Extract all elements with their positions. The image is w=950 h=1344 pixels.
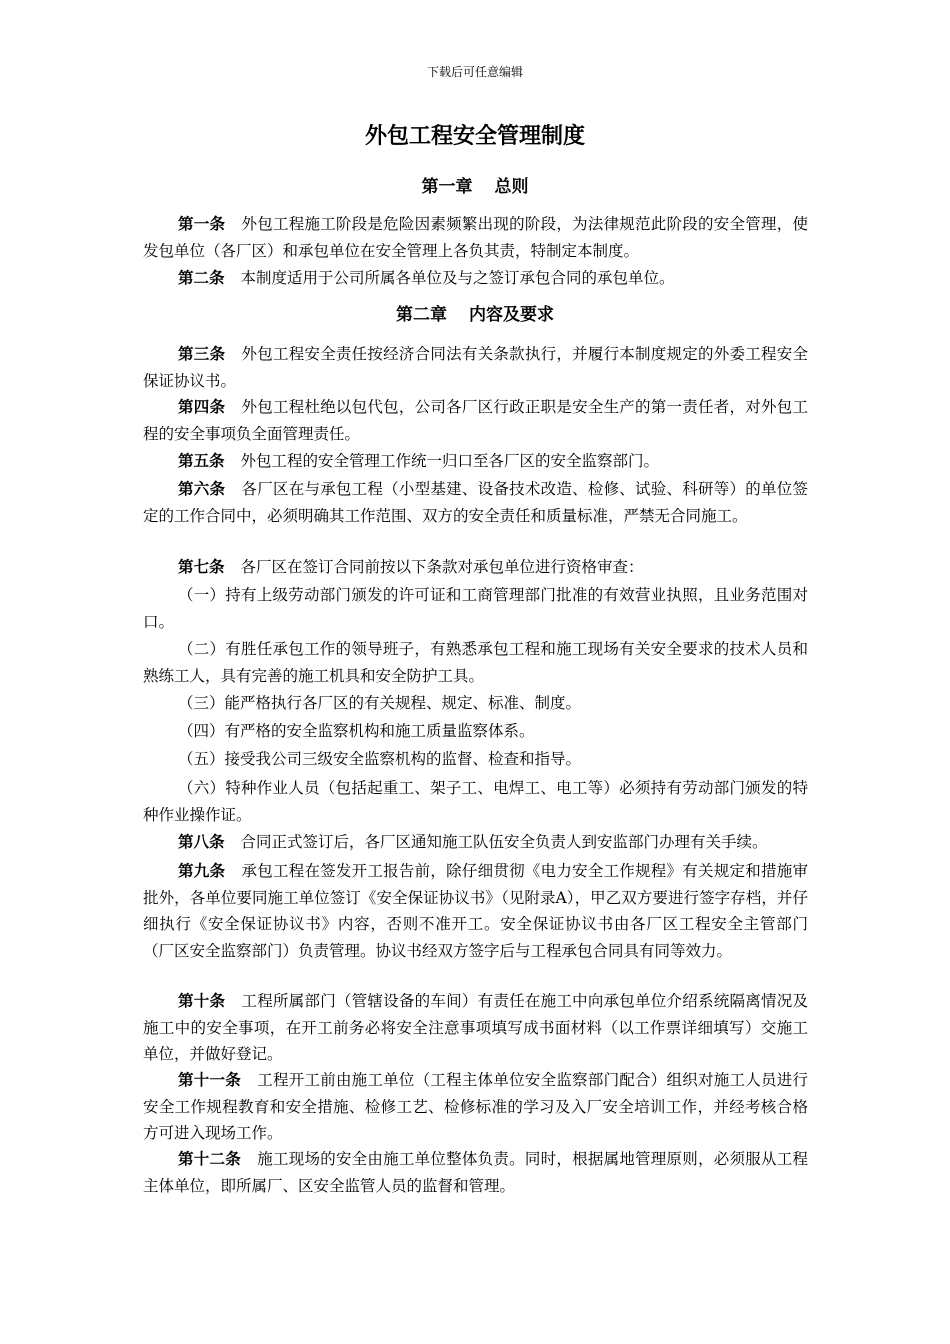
- document-title: 外包工程安全管理制度: [364, 124, 585, 149]
- article-10: [143, 988, 808, 1068]
- article-5: [143, 448, 808, 475]
- qualification-item-2: （二）有胜任承包工作的领导班子，有熟悉承包工程和施工现场有关安全要求的技术人员和熟练工人，具有完善的施工机具和安全防护工具。: [143, 640, 808, 685]
- article-12: [143, 1146, 808, 1199]
- qualification-item-5: （五）接受我公司三级安全监察机构的监督、检查和指导。: [178, 750, 582, 768]
- article-label: 第五条: [178, 452, 225, 470]
- article-label: 第三条: [178, 345, 226, 363]
- chapter-label: 第二章: [396, 305, 447, 325]
- qualification-item-6: （六）特种作业人员（包括起重工、架子工、电焊工、电工等）必须持有劳动部门颁发的特种作业操作证。: [143, 779, 808, 824]
- article-label: 第十一条: [178, 1071, 241, 1089]
- article-label: 第八条: [178, 833, 225, 851]
- qualification-item-4: （四）有严格的安全监察机构和施工质量监察体系。: [178, 722, 535, 740]
- article-label: 第一条: [178, 215, 226, 233]
- article-11: [143, 1067, 808, 1147]
- article-label: 第四条: [178, 398, 226, 416]
- article-label: 第九条: [178, 862, 226, 880]
- article-label: 第六条: [178, 480, 226, 498]
- article-2: [143, 265, 808, 292]
- article-3: [143, 341, 808, 394]
- qualification-item-3: （三）能严格执行各厂区的有关规程、规定、标准、制度。: [178, 694, 582, 712]
- article-label: 第十二条: [178, 1150, 241, 1168]
- article-label: 第七条: [178, 558, 225, 576]
- chapter-label: 第一章: [421, 177, 473, 197]
- article-9: [143, 858, 808, 964]
- article-1: [143, 211, 808, 264]
- article-text: 本制度适用于公司所属各单位及与之签订承包合同的承包单位。: [240, 269, 675, 287]
- chapter-heading-2: [0, 302, 950, 328]
- article-8: [143, 829, 808, 856]
- article-text: 外包工程的安全管理工作统一归口至各厂区的安全监察部门。: [240, 452, 660, 470]
- article-text: 合同正式签订后，各厂区通知施工队伍安全负责人到安监部门办理有关手续。: [240, 833, 768, 851]
- article-label: 第十条: [178, 992, 226, 1010]
- article-text: 外包工程施工阶段是危险因素频繁出现的阶段，为法律规范此阶段的安全管理，使发包单位（各厂区）和承包单位在安全管理上各负其责，特制定本制度。: [143, 215, 808, 260]
- article-6: [143, 476, 808, 529]
- qualification-item-1: （一）持有上级劳动部门颁发的许可证和工商管理部门批准的有效营业执照，且业务范围对口。: [143, 586, 808, 631]
- article-label: 第二条: [178, 269, 225, 287]
- article-text: 各厂区在签订合同前按以下条款对承包单位进行资格审查：: [240, 558, 644, 576]
- article-text: 工程所属部门（管辖设备的车间）有责任在施工中向承包单位介绍系统隔离情况及施工中的安全事项，在开工前务必将安全注意事项填写成书面材料（以工作票详细填写）交施工单位，并做好登记。: [143, 992, 808, 1063]
- article-4: [143, 394, 808, 447]
- page-header-note: 下载后可任意编辑: [426, 65, 523, 79]
- article-text: 工程开工前由施工单位（工程主体单位安全监察部门配合）组织对施工人员进行安全工作规程教育和安全措施、检修工艺、检修标准的学习及入厂安全培训工作，并经考核合格方可进入现场工作。: [143, 1071, 808, 1142]
- chapter-name: 内容及要求: [469, 305, 554, 325]
- article-text: 承包工程在签发开工报告前，除仔细贯彻《电力安全工作规程》有关规定和措施审批外，各单位要同施工单位签订《安全保证协议书》（见附录A），甲乙双方要进行签字存档，并仔细执行《安全保证协议书》内容，否则不准开工。安全保证协议书由各厂区工程安全主管部门（厂区安全监察部门）负责管理。协议书经双方签字后与工程承包合同具有同等效力。: [143, 862, 808, 960]
- chapter-heading-1: [0, 174, 950, 200]
- article-7: [143, 554, 808, 581]
- article-text: 施工现场的安全由施工单位整体负责。同时，根据属地管理原则，必须服从工程主体单位，即所属厂、区安全监管人员的监督和管理。: [143, 1150, 808, 1195]
- article-text: 各厂区在与承包工程（小型基建、设备技术改造、检修、试验、科研等）的单位签定的工作合同中，必须明确其工作范围、双方的安全责任和质量标准，严禁无合同施工。: [143, 480, 808, 525]
- chapter-name: 总则: [494, 177, 529, 197]
- article-text: 外包工程安全责任按经济合同法有关条款执行，并履行本制度规定的外委工程安全保证协议书。: [143, 345, 808, 390]
- article-text: 外包工程杜绝以包代包，公司各厂区行政正职是安全生产的第一责任者，对外包工程的安全事项负全面管理责任。: [143, 398, 808, 443]
